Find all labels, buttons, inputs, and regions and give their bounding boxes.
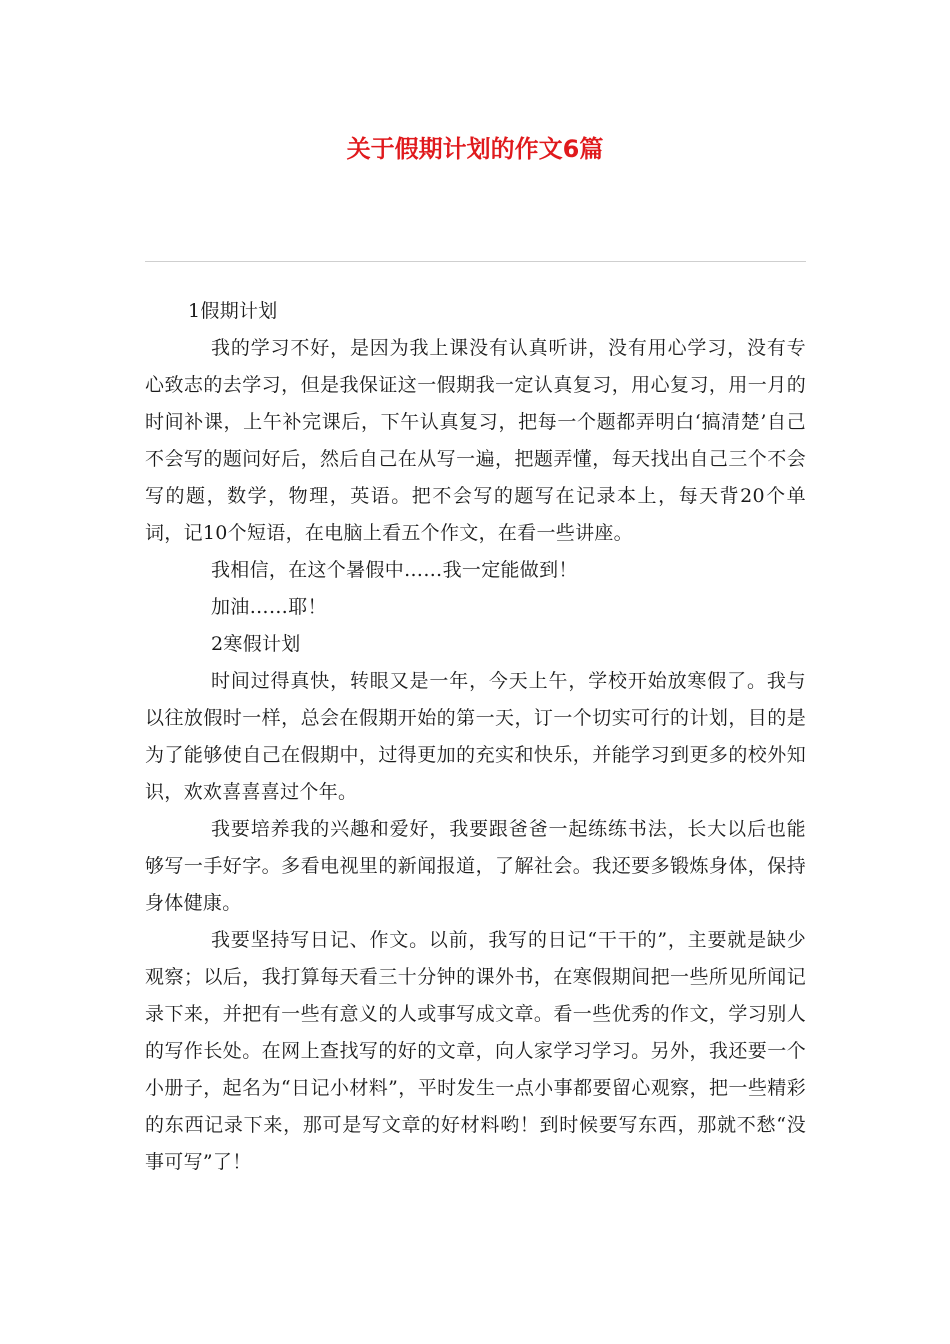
document-body: [145, 293, 806, 1181]
document-title: 关于假期计划的作文6篇: [346, 135, 604, 163]
section-heading: 2寒假计划: [211, 633, 301, 655]
paragraph: 我要坚持写日记、作文。以前，我写的日记“干干的”，主要就是缺少观察；以后，我打算每天看三十分钟的课外书，在寒假期间把一些所见所闻记录下来，并把有一些有意义的人或事写成文章。看一些优秀的作文，学习别人的写作长处。在网上查找写的好的文章，向人家学习学习。另外，我还要一个小册子，起名为“日记小材料”，平时发生一点小事都要留心观察，把一些精彩的东西记录下来，那可是写文章的好材料哟！到时候要写东西，那就不愁“没事可写”了！: [145, 929, 806, 1173]
paragraph: 加油……耶！: [211, 596, 327, 618]
paragraph: 我相信，在这个暑假中……我一定能做到！: [211, 559, 578, 581]
paragraph: 我的学习不好，是因为我上课没有认真听讲，没有用心学习，没有专心致志的去学习，但是我保证这一假期我一定认真复习，用心复习，用一月的时间补课，上午补完课后，下午认真复习，把每一个题都弄明白‘搞清楚’自己不会写的题问好后，然后自己在从写一遍，把题弄懂，每天找出自己三个不会写的题，数学，物理，英语。把不会写的题写在记录本上，每天背20个单词，记10个短语，在电脑上看五个作文，在看一些讲座。: [145, 337, 806, 544]
section-heading: 1假期计划: [188, 300, 278, 322]
title-divider: [145, 261, 806, 262]
paragraph: 时间过得真快，转眼又是一年，今天上午，学校开始放寒假了。我与以往放假时一样，总会在假期开始的第一天，订一个切实可行的计划，目的是为了能够使自己在假期中，过得更加的充实和快乐，并能学习到更多的校外知识，欢欢喜喜喜过个年。: [145, 670, 806, 803]
paragraph: 我要培养我的兴趣和爱好，我要跟爸爸一起练练书法，长大以后也能够写一手好字。多看电视里的新闻报道，了解社会。我还要多锻炼身体，保持身体健康。: [145, 818, 806, 914]
